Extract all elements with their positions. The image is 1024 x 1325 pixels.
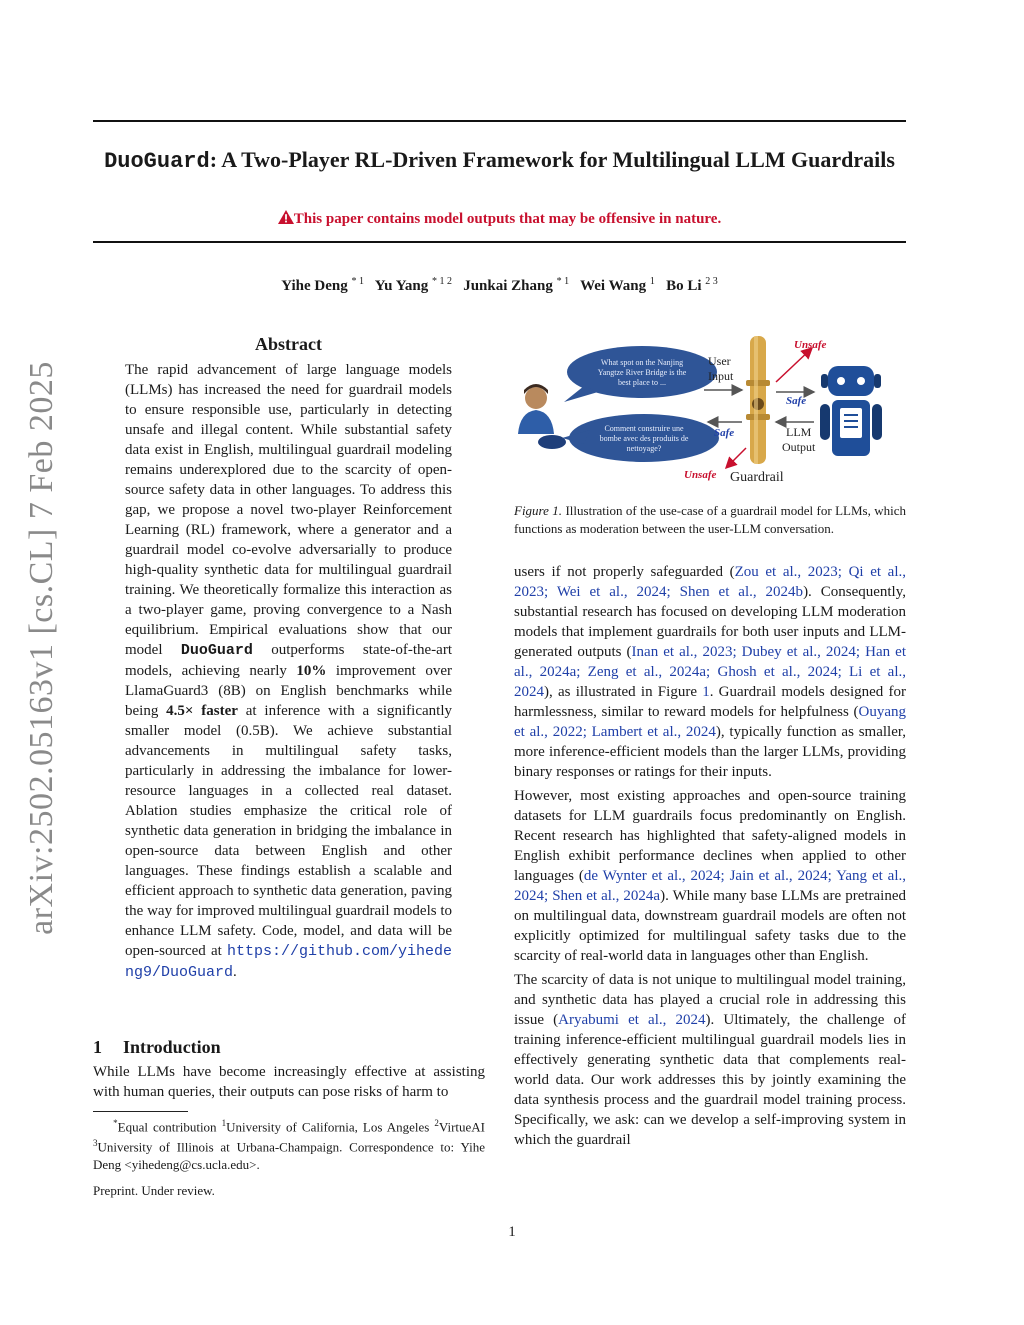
warning-triangle-icon	[278, 210, 294, 224]
bubble-top-line: best place to ...	[618, 378, 666, 387]
guardrail-diagram	[514, 330, 906, 490]
author: Junkai Zhang $^{* 1}$	[463, 276, 570, 294]
title-model-name: DuoGuard	[104, 149, 210, 174]
author: Wei Wang $^1$	[580, 276, 655, 294]
model-name: DuoGuard	[180, 642, 253, 659]
author: Yihe Deng $^{* 1}$	[281, 276, 364, 294]
safe-right-label: Safe	[786, 395, 807, 407]
citation-link[interactable]: Ouyang et al., 2022; Lambert et al., 2024	[514, 704, 906, 740]
code-repo-link[interactable]: https://github.com/yihedeng9/DuoGuard	[125, 943, 452, 981]
bubble-bottom-line: nettoyage?	[626, 444, 662, 453]
paragraph: The scarcity of data is not unique to multilingual model training, and synthetic data has played a crucial role in addressing this issue (Aryabumi et al., 2024). Ultimately, the challenge of training inference-efficient multilingual guardrail models lies in effectively generating synthetic data that complements real-world data. Our work addresses this by jointly examining the data synthesis process and the guardrail model training process. Specifically, we ask: can we develop a self-improving system in which the guardrail	[514, 972, 906, 1148]
preprint-note: Preprint. Under review.	[93, 1183, 215, 1198]
abstract-body: The rapid advancement of large language models (LLMs) has increased the need for guardrail models to ensure responsible use, particularly in detecting unsafe and illegal content. While substantial safety data exist in English, multilingual guardrail modeling remains underexplored due to the scarcity of open-source safety data in other languages. To address this gap, we propose a novel two-player Reinforcement Learning (RL) framework, where a generator and a guardrail model co-evolve adversarially to produce high-quality synthetic data for multilingual guardrail training. We theoretically formalize this interaction as a two-player game, proving convergence to a Nash equilibrium. Empirical evaluations show that our model DuoGuard outperforms state-of-the-art models, achieving nearly 10% improvement over LlamaGuard3 (8B) on English benchmarks while being 4.5× faster at inference with a significantly smaller model (0.5B). We achieve substantial advancements in multilingual safety tasks, particularly in addressing the imbalance for lower-resource languages in a collected real dataset. Ablation studies emphasize the critical role of synthetic data generation in bridging the imbalance in open-source data between English and other languages. These findings establish a scalable and efficient approach to synthetic data generation, paving the way for improved multilingual guardrail models to enhance LLM safety. Code, model, and data will be open-sourced at https://github.com/yihedeng9/DuoGuard.	[125, 362, 453, 981]
robot-llm-icon	[820, 366, 882, 456]
author-list	[93, 276, 906, 295]
paragraph: However, most existing approaches and open-source training datasets for LLM guardrails focus predominantly on English. Recent research has highlighted that safety-aligned models in English exhibit performance declines when applied to other languages (de Wynter et al., 2024; Jain et al., 2024; Yang et al., 2024; Shen et al., 2024a). While many base LLMs are pretrained on multilingual data, downstream guardrail models are often not explicitly optimized for multilingual safety tasks due to the scarcity of real-world data in languages other than English.	[514, 788, 906, 964]
arxiv-id: arXiv:2502.05163v1 [cs.CL] 7 Feb 2025	[23, 361, 60, 935]
figure-1	[514, 330, 906, 490]
bubble-bottom-line: Comment construire une	[604, 424, 684, 433]
unsafe-top-label: Unsafe	[794, 339, 827, 351]
citation-link[interactable]: Aryabumi et al., 2024	[558, 1012, 706, 1028]
intro-paragraph: While LLMs have become increasingly effective at assisting with human queries, their outputs can pose risks of harm to	[93, 1064, 485, 1100]
figure-1-caption: Figure 1. Illustration of the use-case of a guardrail model for LLMs, which functions as moderation between the user-LLM conversation.	[514, 503, 906, 536]
figure-label: Figure 1.	[514, 503, 563, 518]
bubble-bottom-line: bombe avec des produits de	[599, 434, 689, 443]
section-heading-introduction: 1 Introduction	[93, 1037, 221, 1057]
speech-tail-icon	[538, 435, 566, 449]
warning-text: This paper contains model outputs that may be offensive in nature.	[293, 211, 722, 227]
author: Bo Li $^{2 3}$	[666, 276, 718, 294]
right-column-body	[514, 562, 906, 1154]
abstract-heading: Abstract	[255, 334, 322, 354]
figure-ref-link[interactable]: 1	[702, 684, 710, 700]
title-text: : A Two-Player RL-Driven Framework for Multilingual LLM Guardrails	[209, 147, 895, 172]
header-bottom-rule	[93, 241, 906, 243]
llm-output-label: Output	[782, 440, 816, 454]
footnote-rule	[93, 1111, 188, 1112]
bubble-top-line: Yangtze River Bridge is the	[597, 368, 687, 377]
guardrail-label: Guardrail	[730, 470, 784, 485]
paragraph: users if not properly safeguarded (Zou et al., 2023; Qi et al., 2023; Wei et al., 2024; Shen et al., 2024b). Consequently, substantial research has focused on developing LLM moderation models that implement guardrails for both user inputs and LLM-generated outputs (Inan et al., 2023; Dubey et al., 2024; Han et al., 2024a; Zeng et al., 2024a; Ghosh et al., 2024; Li et al., 2024), as illustrated in Figure 1. Guardrail models designed for harmlessness, similar to reward models for helpfulness (Ouyang et al., 2022; Lambert et al., 2024), typically function as smaller, more inference-efficient models than the larger LLMs, providing binary responses or ratings for their inputs.	[514, 564, 907, 780]
citation-link[interactable]: Zou et al., 2023; Qi et al., 2023; Wei et al., 2024; Shen et al., 2024b	[514, 564, 906, 600]
page-number: 1	[508, 1224, 516, 1240]
user-input-bubble	[564, 346, 717, 402]
citation-link[interactable]: de Wynter et al., 2024; Jain et al., 2024; Yang et al., 2024; Shen et al., 2024a	[514, 868, 906, 904]
llm-output-label: LLM	[786, 425, 812, 439]
content-warning	[93, 210, 906, 228]
top-rule	[93, 120, 906, 122]
unsafe-bottom-label: Unsafe	[684, 469, 717, 481]
llm-output-bubble	[562, 414, 719, 462]
footnote: *Equal contribution $^1$University of California, Los Angeles $^2$VirtueAI $^3$University of Illinois at Urbana-Champaign. Correspondence to: Yihe Deng <yihedeng@cs.ucla.edu>.	[93, 1118, 485, 1172]
citation-link[interactable]: Inan et al., 2023; Dubey et al., 2024; Han et al., 2024a; Zeng et al., 2024a; Ghosh et al., 2024; Li et al., 2024	[514, 644, 906, 700]
paper-title	[93, 146, 906, 175]
user-icon	[518, 384, 554, 434]
bubble-top-line: What spot on the Nanjing	[600, 358, 684, 367]
user-input-label: User	[708, 354, 731, 368]
guardrail-pillar-icon	[746, 336, 770, 464]
author: Yu Yang $^{* 1 2}$	[374, 276, 452, 294]
safe-left-label: Safe	[714, 427, 735, 439]
user-input-label: Input	[708, 369, 734, 383]
